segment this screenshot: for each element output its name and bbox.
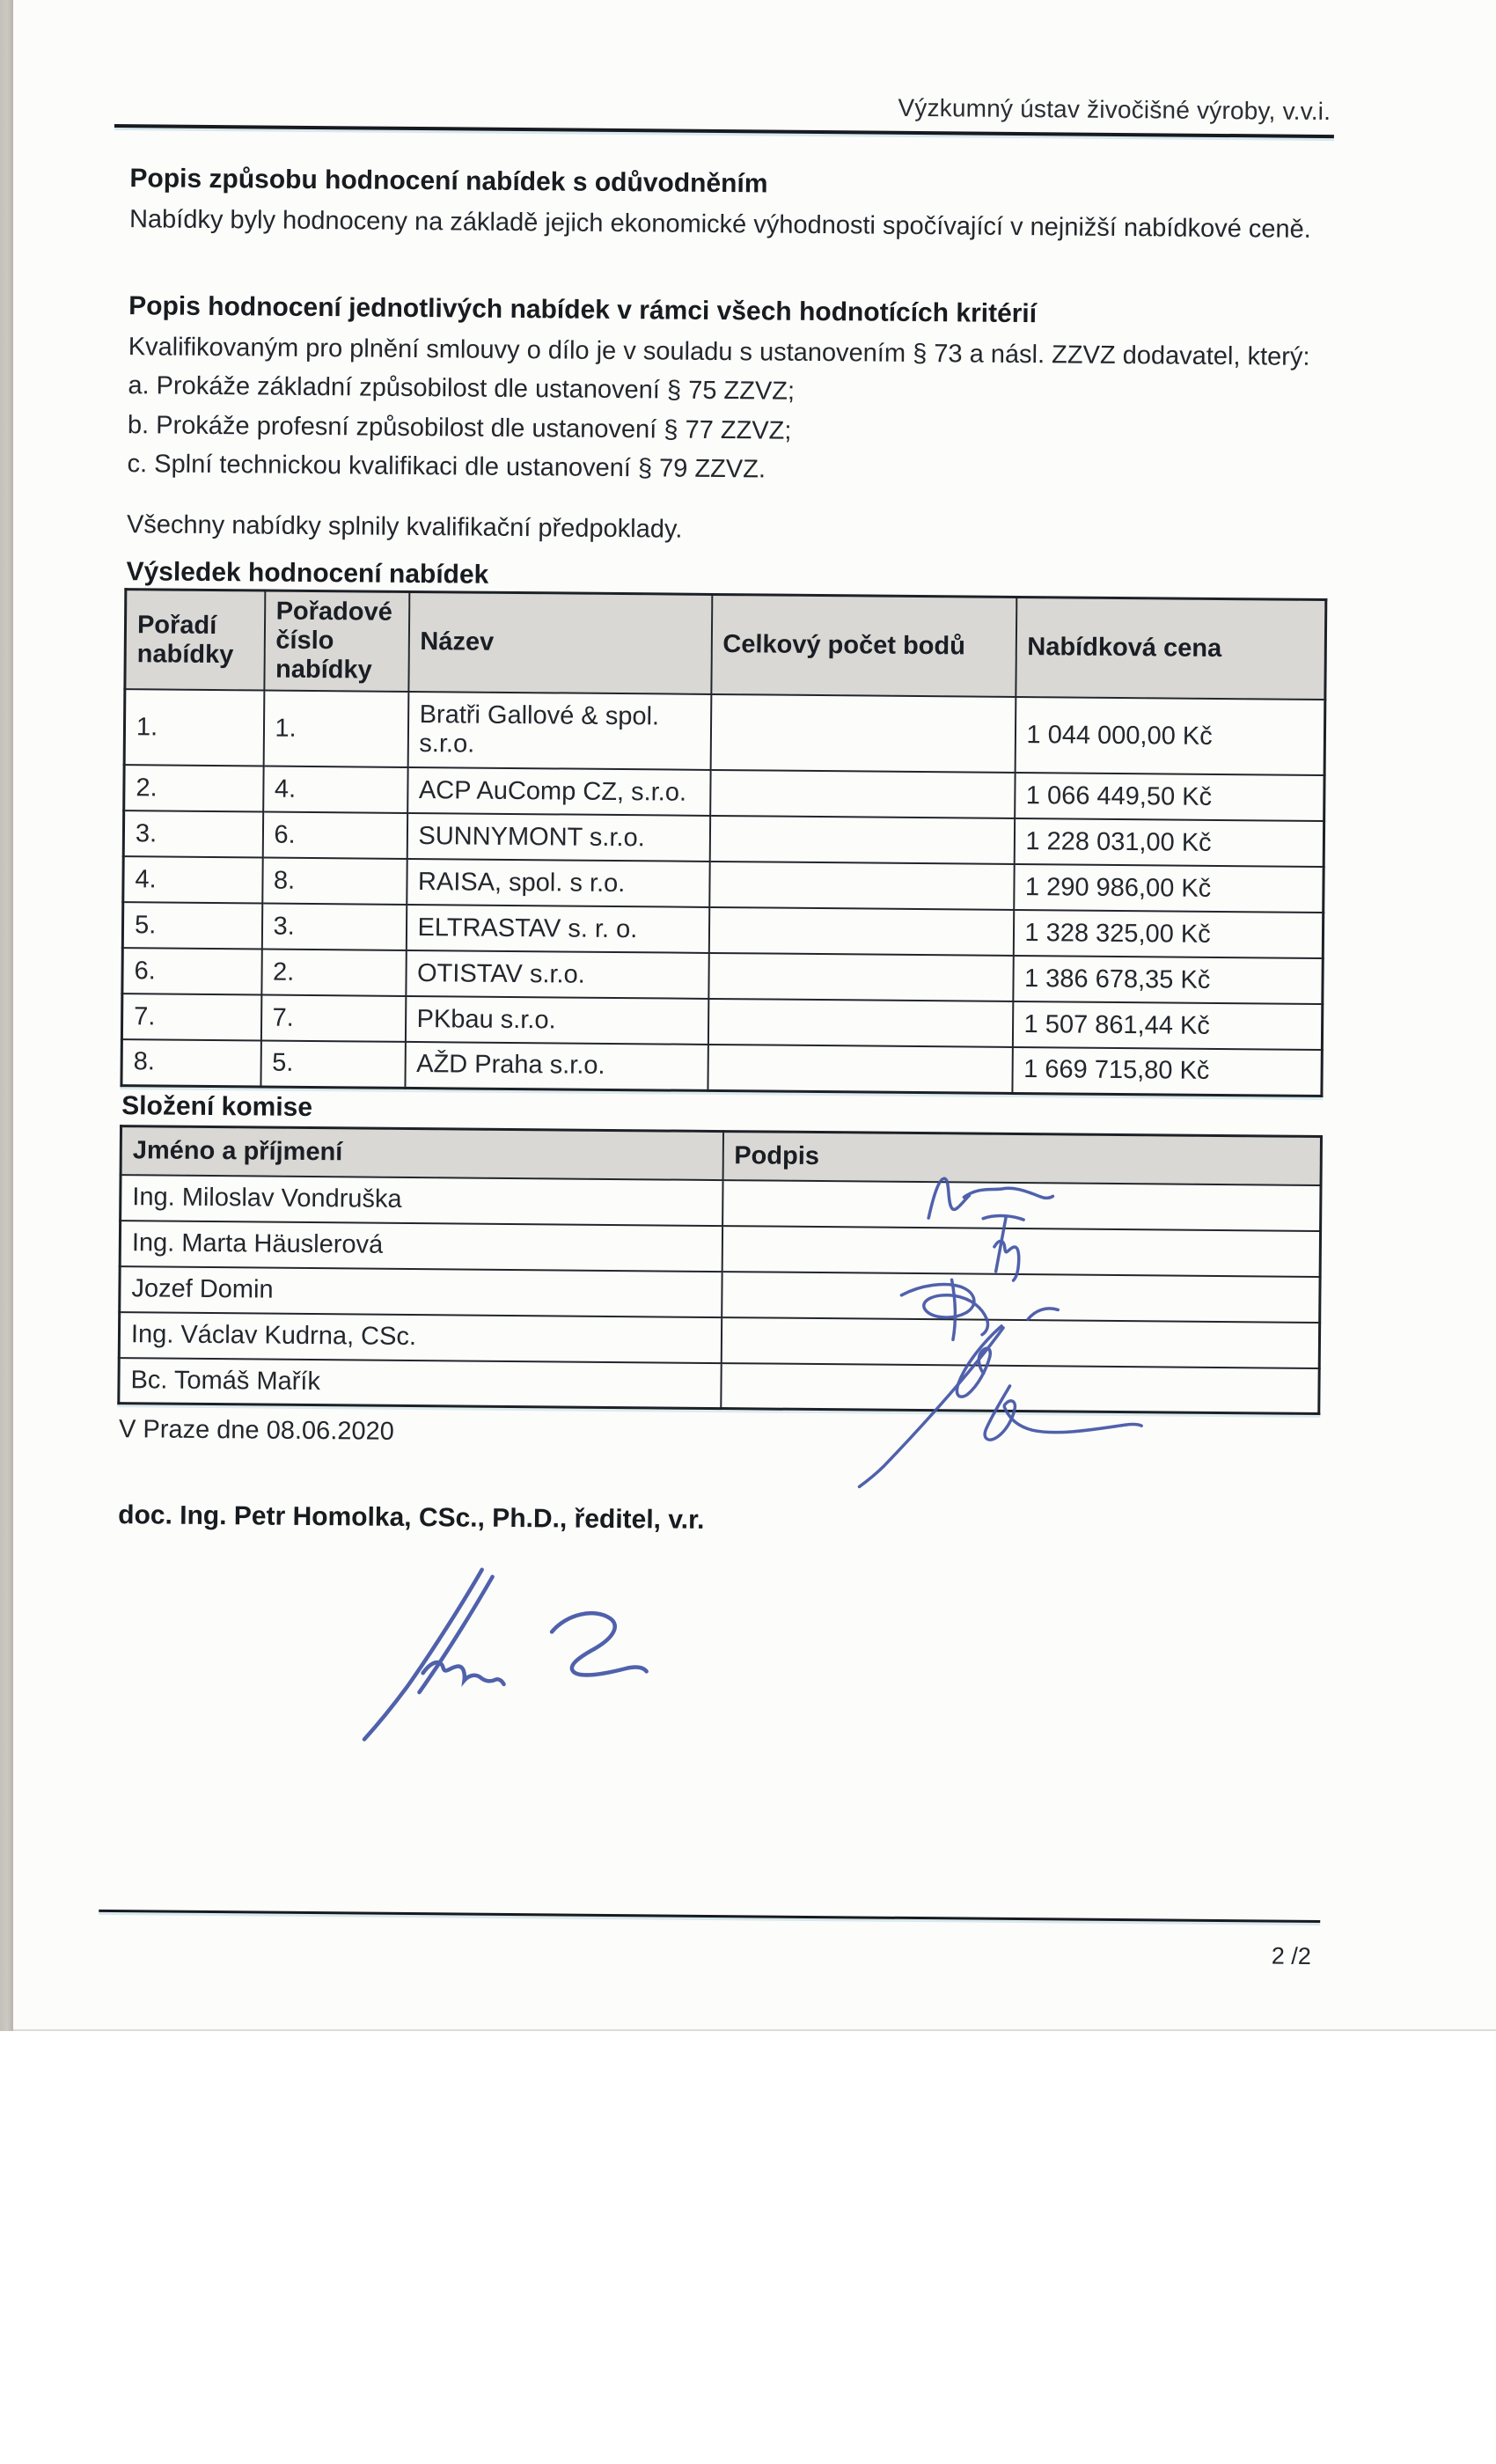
cell-number: 2. xyxy=(261,949,406,995)
cell-points xyxy=(708,907,1013,956)
cell-signature xyxy=(722,1272,1320,1323)
cell-price: 1 328 325,00 Kč xyxy=(1013,910,1323,958)
header-rule xyxy=(114,124,1334,138)
cell-number: 5. xyxy=(260,1040,405,1087)
place-date: V Praze dne 08.06.2020 xyxy=(118,1415,394,1446)
cell-order: 7. xyxy=(121,994,260,1040)
cell-price: 1 669 715,80 Kč xyxy=(1012,1047,1322,1096)
cell-price: 1 228 031,00 Kč xyxy=(1014,818,1324,867)
cell-points xyxy=(710,770,1015,818)
table-row xyxy=(121,1039,1322,1096)
cell-price: 1 386 678,35 Kč xyxy=(1013,956,1323,1004)
cell-points xyxy=(709,862,1014,910)
criteria-item-c: c. Splní technickou kvalifikaci dle ustanovení § 79 ZZVZ. xyxy=(127,450,766,484)
cell-signature xyxy=(721,1317,1319,1368)
director-signature xyxy=(338,1546,656,1760)
criteria-item-b: b. Prokáže profesní způsobilost dle ustanovení § 77 ZZVZ; xyxy=(127,411,792,445)
results-table xyxy=(120,588,1327,1096)
cell-signature xyxy=(722,1226,1320,1277)
cell-points xyxy=(709,816,1014,864)
cell-price: 1 044 000,00 Kč xyxy=(1015,697,1325,775)
cell-points xyxy=(710,694,1016,773)
table-row xyxy=(124,689,1325,775)
cell-signature xyxy=(722,1180,1321,1231)
cell-order: 2. xyxy=(124,765,263,811)
qualification-conclusion: Všechny nabídky splnily kvalifikační předpoklady. xyxy=(126,510,683,544)
cell-price: 1 066 449,50 Kč xyxy=(1015,773,1324,821)
cell-name: ELTRASTAV s. r. o. xyxy=(406,905,708,953)
results-heading: Výsledek hodnocení nabídek xyxy=(126,557,489,590)
method-heading: Popis způsobu hodnocení nabídek s odůvodněním xyxy=(129,164,768,199)
cell-member-name: Jozef Domin xyxy=(120,1266,722,1317)
cell-points xyxy=(708,953,1013,1001)
col-header-order: Pořadí nabídky xyxy=(125,590,265,691)
criteria-heading: Popis hodnocení jednotlivých nabídek v rámci všech hodnotících kritérií xyxy=(128,291,1038,329)
cell-member-name: Bc. Tomáš Mařík xyxy=(119,1358,721,1409)
cell-price: 1 290 986,00 Kč xyxy=(1014,864,1324,913)
cell-number: 8. xyxy=(262,857,407,904)
cell-order: 5. xyxy=(122,902,261,949)
cell-name: OTISTAV s.r.o. xyxy=(406,950,708,999)
col-header-points: Celkový počet bodů xyxy=(711,594,1016,697)
col-header-number: Pořadové číslo nabídky xyxy=(264,590,409,692)
commission-table xyxy=(117,1125,1323,1415)
cell-number: 7. xyxy=(260,994,405,1041)
page-number: 2 /2 xyxy=(1271,1942,1312,1969)
cell-number: 6. xyxy=(262,812,407,859)
cell-member-name: Ing. Václav Kudrna, CSc. xyxy=(119,1312,721,1363)
results-header-row xyxy=(125,590,1326,700)
cell-points xyxy=(708,1045,1012,1093)
cell-number: 3. xyxy=(261,903,406,950)
scanner-background xyxy=(0,2031,1496,2464)
commission-row xyxy=(119,1358,1319,1414)
cell-order: 1. xyxy=(124,689,264,766)
signer-name: doc. Ing. Petr Homolka, CSc., Ph.D., ředitel, v.r. xyxy=(118,1500,705,1535)
cell-order: 8. xyxy=(121,1039,260,1086)
col-header-signature: Podpis xyxy=(722,1132,1321,1185)
cell-order: 4. xyxy=(123,856,262,903)
cell-price: 1 507 861,44 Kč xyxy=(1012,1001,1322,1050)
cell-name: Bratři Gallové & spol. s.r.o. xyxy=(407,692,711,770)
letterhead: Výzkumný ústav živočišné výroby, v.v.i. xyxy=(898,93,1331,126)
footer-rule xyxy=(99,1910,1320,1923)
commission-heading: Složení komise xyxy=(121,1091,313,1123)
criteria-item-a: a. Prokáže základní způsobilost dle ustanovení § 75 ZZVZ; xyxy=(128,371,796,406)
cell-member-name: Ing. Marta Häuslerová xyxy=(120,1221,722,1272)
cell-number: 4. xyxy=(263,766,407,813)
criteria-intro: Kvalifikovaným pro plnění smlouvy o dílo je v souladu s ustanovením § 73 a násl. ZZVZ dodavatel, který: xyxy=(128,333,1310,371)
cell-member-name: Ing. Miloslav Vondruška xyxy=(121,1175,722,1226)
cell-number: 1. xyxy=(263,691,408,767)
cell-name: ACP AuComp CZ, s.r.o. xyxy=(407,767,710,816)
cell-order: 6. xyxy=(122,948,261,994)
cell-signature xyxy=(721,1363,1319,1414)
col-header-name: Název xyxy=(408,591,712,693)
cell-order: 3. xyxy=(123,810,262,857)
col-header-member-name: Jméno a příjmení xyxy=(121,1126,722,1180)
cell-name: PKbau s.r.o. xyxy=(405,996,708,1045)
method-body: Nabídky byly hodnoceny na základě jejich ekonomické výhodnosti spočívající v nejnižší nabídkové ceně. xyxy=(128,205,1311,244)
cell-points xyxy=(708,999,1012,1047)
cell-name: SUNNYMONT s.r.o. xyxy=(407,813,709,862)
col-header-price: Nabídková cena xyxy=(1016,597,1326,700)
cell-name: AŽD Praha s.r.o. xyxy=(405,1042,708,1090)
cell-name: RAISA, spol. s r.o. xyxy=(407,859,709,907)
